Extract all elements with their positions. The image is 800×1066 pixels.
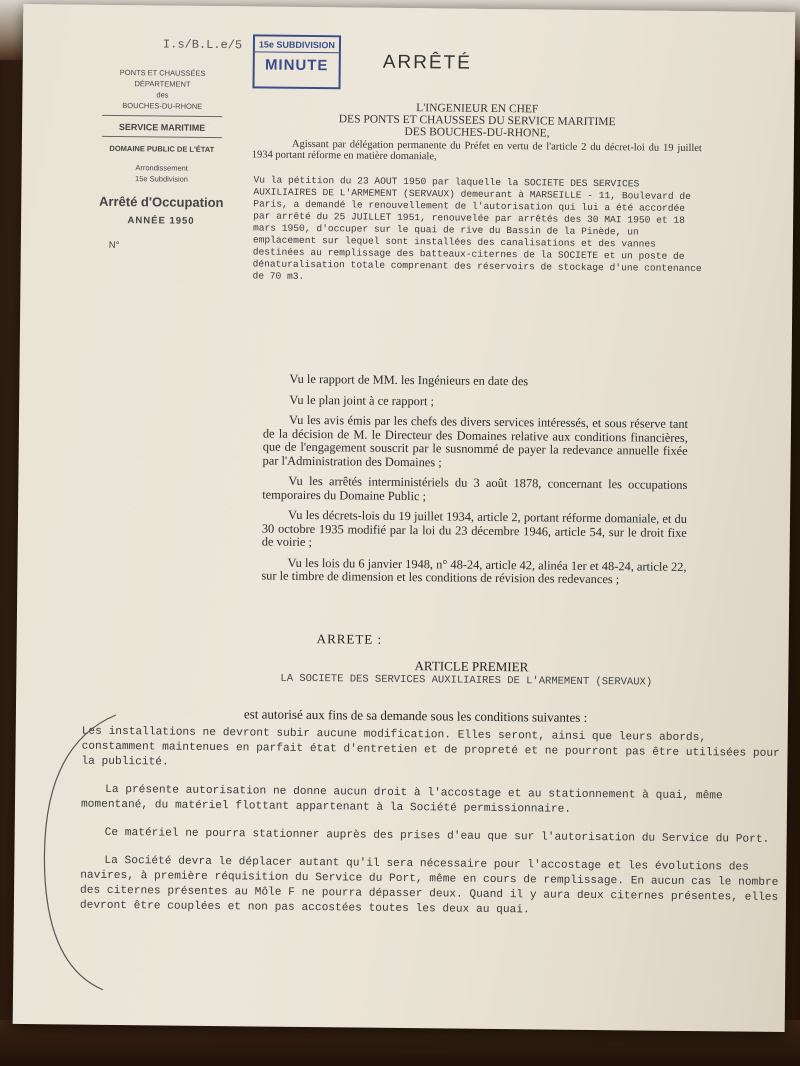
ponts-chaussees: PONTS ET CHAUSSÉES xyxy=(119,67,206,78)
reference-number: I.s/B.L.e/5 xyxy=(162,37,243,53)
minute-stamp xyxy=(252,34,341,89)
condition-paragraph: Les installations ne devront subir aucune modification. Elles seront, ainsi que leurs abords, constamment maintenues en parfait état d'entretien et de propreté et ne pourront pas être utilisées pour la publicité. xyxy=(81,725,780,769)
annee: ANNÉE 1950 xyxy=(127,215,195,227)
autorise-line: est autorisé aux fins de sa demande sous les conditions suivantes : xyxy=(243,706,588,725)
article-premier: ARTICLE PREMIER xyxy=(414,658,529,675)
divider xyxy=(102,136,222,138)
vu-paragraph: Vu les lois du 6 janvier 1948, n° 48-24, article 42, alinéa 1er et 48-24, article 22, sur le timbre de dimension et les conditions de révision des redevances ; xyxy=(261,555,687,587)
conditions-block xyxy=(80,725,782,934)
condition-paragraph: La Société devra le déplacer autant qu'il sera nécessaire pour l'accostage et les évolutions des navires, à première réquisition du Service du Port, même en cours de remplissage. En aucun cas le nombre des citernes présentes au Môle F ne pourra dépasser deux. Quand il y aura deux citernes présentes, elles devront être couplées et non pas accostées toutes les deux au quai. xyxy=(79,854,779,917)
company-name: LA SOCIETE DES SERVICES AUXILIAIRES DE L'ARMEMENT (SERVAUX) xyxy=(280,672,653,689)
intro-paragraph: Agissant par délégation permanente du Préfet en vertu de l'article 2 du décret-loi du 19 juillet 1934 portant réforme en matière domaniale, xyxy=(251,138,702,163)
condition-paragraph: Ce matériel ne pourra stationner auprès des prises d'eau que sur l'autorisation du Service du Port. xyxy=(104,826,770,846)
stamp-subdivision: 15e SUBDIVISION xyxy=(255,36,339,53)
domaine-public: DOMAINE PUBLIC DE L'ÉTAT xyxy=(109,143,215,154)
vu-paragraph: Vu les décrets-lois du 19 juillet 1934, article 2, portant réforme domaniale, et du 30 octobre 1935 modifié par la loi du 23 décembre 1946, article 54, sur le droit fixe de voirie ; xyxy=(261,507,688,550)
divider xyxy=(102,115,222,117)
vu-paragraph: Vu le rapport de MM. les Ingénieurs en date des xyxy=(289,371,529,389)
subdivision: 15e Subdivision xyxy=(135,174,189,184)
authority-line-1: L'INGENIEUR EN CHEF xyxy=(416,102,539,116)
pencil-mark xyxy=(13,704,136,1005)
left-header-column xyxy=(91,67,233,252)
stamp-minute: MINUTE xyxy=(264,56,329,75)
numero-field: N° xyxy=(108,239,120,252)
vu-paragraph: Vu les avis émis par les chefs des divers services intéressés, et sous réserve tant de la décision de M. le Directeur des Domaines relative aux conditions financières, que de l'engagement souscrit par le susnommé de payer la redevance annuelle fixée par l'Administration des Domaines ; xyxy=(262,412,689,469)
arrete-occupation: Arrêté d'Occupation xyxy=(98,193,224,211)
des: des xyxy=(156,90,169,100)
departement: DÉPARTEMENT xyxy=(134,79,191,89)
vu-paragraph: Vu le plan joint à ce rapport ; xyxy=(289,392,435,408)
authority-line-2: DES PONTS ET CHAUSSEES DU SERVICE MARITIME xyxy=(338,113,616,129)
vu-paragraph: Vu les arrêtés interministériels du 3 août 1878, concernant les occupations temporaires du Domaine Public ; xyxy=(262,473,688,503)
typed-petition: Vu la pétition du 23 AOUT 1950 par laquelle la SOCIETE DES SERVICES AUXILIAIRES DE L'ARMEMENT (SERVAUX) demeurant à MARSEILLE - 11, Boulevard de Paris, a demandé le renouvellement de l'autorisation qui lui a été accordée par arrêté du 25 JUILLET 1951, renouvelée par arrêtés des 30 MAI 1950 et 18 mars 1950, d'occuper sur le quai de rive du Bassin de la Pinède, un emplacement sur lequel sont installées des canalisations et des vannes destinées au remplissage des batteaux-citernes de la SOCIETE et un poste de dénaturalisation totale comprenant des réservoirs de stockage d'une contenance de 70 m3. xyxy=(252,174,702,282)
document-title: ARRÊTÉ xyxy=(382,51,472,74)
service-maritime: SERVICE MARITIME xyxy=(118,121,206,133)
condition-paragraph: La présente autorisation ne donne aucun droit à l'accostage et au stationnement à quai, même momentané, du matériel flottant appartenant à la Société permissionnaire. xyxy=(80,783,723,816)
authority-line-3: DES BOUCHES-DU-RHONE, xyxy=(404,125,550,140)
document-page xyxy=(13,4,796,1032)
vu-paragraphs xyxy=(261,373,688,595)
authority-header xyxy=(252,100,702,141)
department-name: BOUCHES-DU-RHONE xyxy=(122,101,203,111)
arrete-heading: ARRETE : xyxy=(316,631,383,647)
arrondissement: Arrondissement xyxy=(135,163,188,173)
